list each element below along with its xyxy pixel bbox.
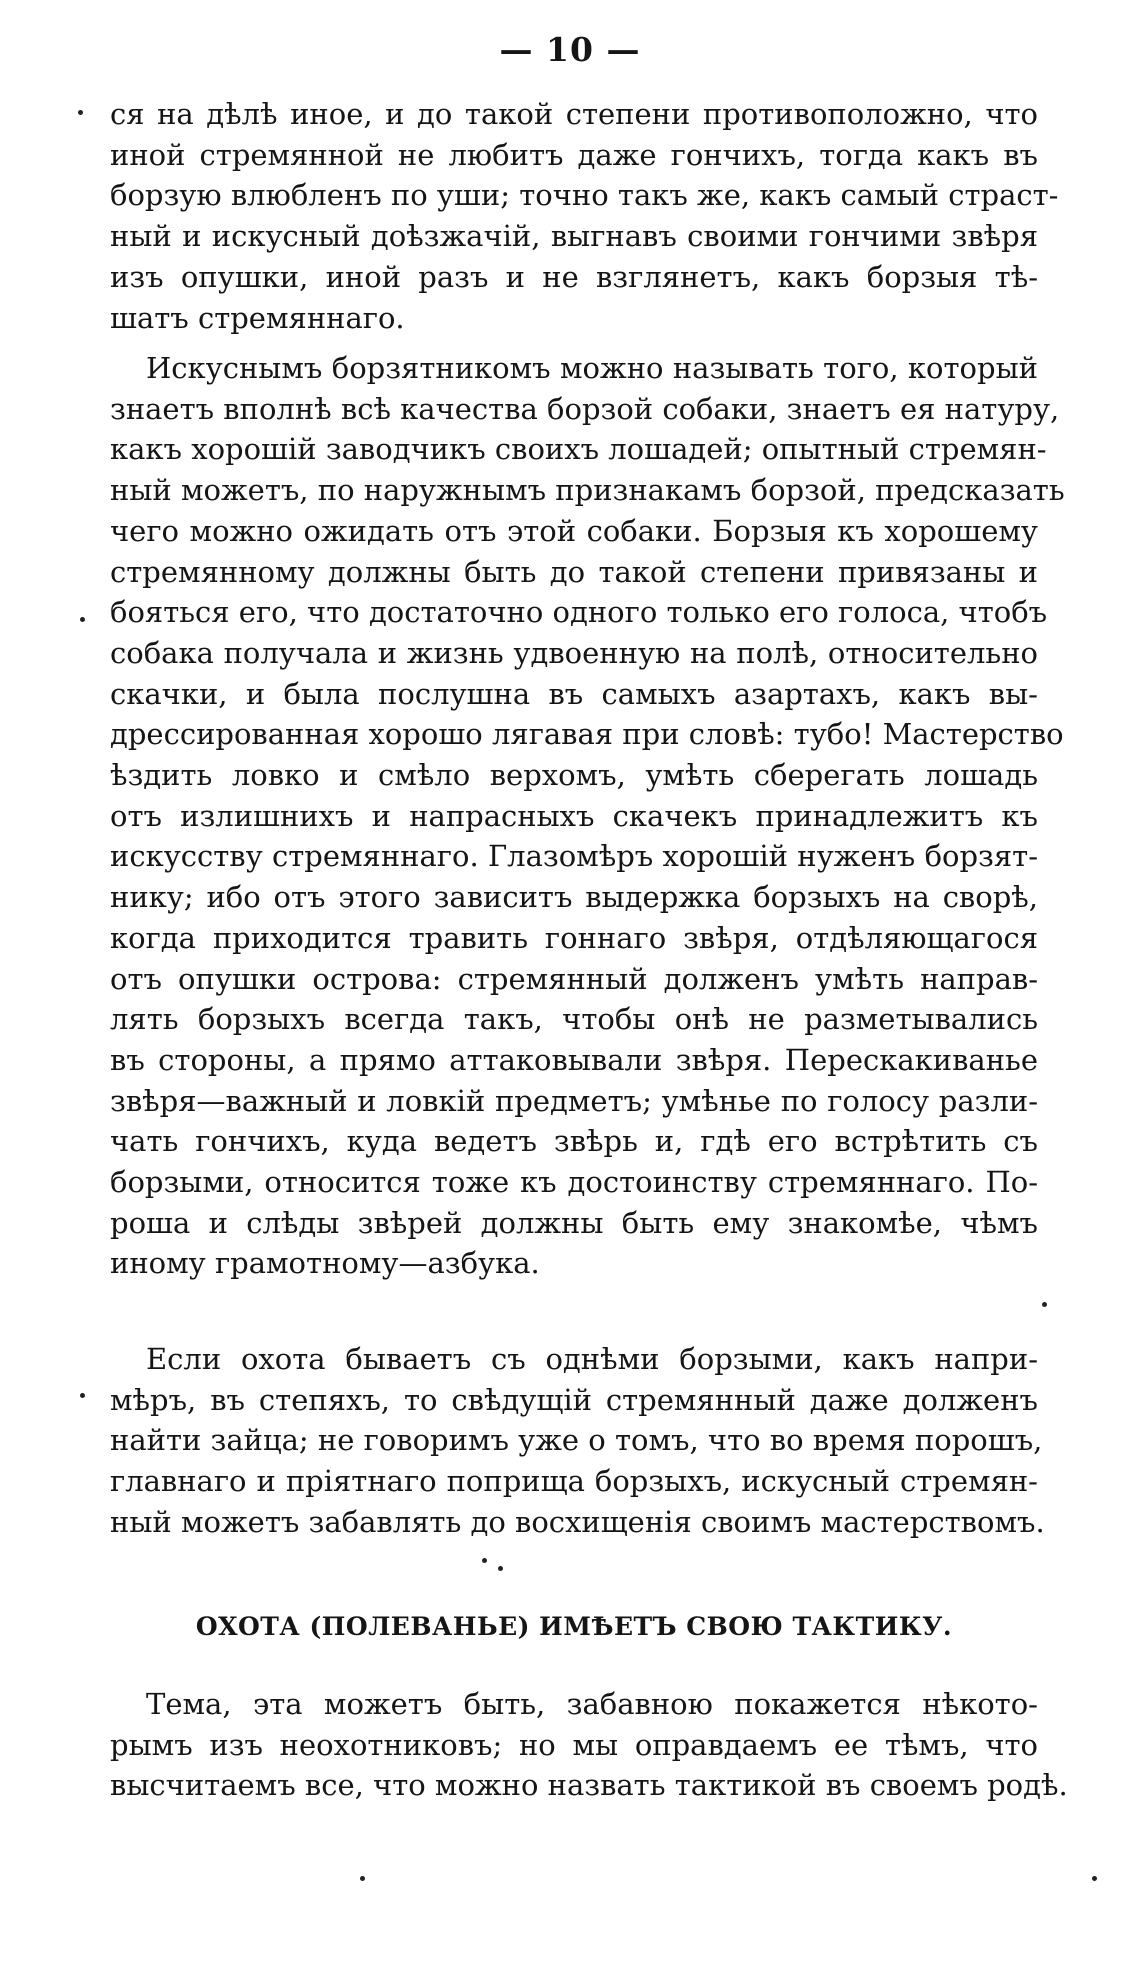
text-line: знаетъ вполнѣ всѣ качества борзой собаки, знаетъ ея натуру, [110, 391, 1060, 426]
text-line: ный и искусный доѣзжачій, выгнавъ своими гончими звѣря [110, 219, 1038, 254]
text-line: дрессированная хорошо лягавая при словѣ: тубо! Мастерство [110, 717, 1064, 752]
scan-speck [1042, 1302, 1047, 1307]
text-line: какъ хорошій заводчикъ своихъ лошадей; опытный стремян- [110, 432, 1047, 467]
text-line: въ стороны, а прямо аттаковывали звѣря. Перескакиванье [110, 1042, 1038, 1077]
text-line: собака получала и жизнь удвоенную на полѣ, относительно [110, 635, 1038, 670]
text-line: изъ опушки, иной разъ и не взглянетъ, какъ борзыя тѣ- [110, 259, 1038, 294]
text-line: роша и слѣды звѣрей должны быть ему знакомѣе, чѣмъ [110, 1205, 1038, 1240]
paragraph-skilled-borzyatnik [110, 348, 1065, 1284]
text-line: иному грамотному—азбука. [110, 1246, 540, 1281]
text-line: бояться его, что достаточно одного только его голоса, чтобъ [110, 595, 1048, 630]
scan-speck [482, 1558, 487, 1563]
text-line: шатъ стремяннаго. [110, 300, 405, 335]
scan-speck [360, 1876, 365, 1881]
text-line: отъ опушки острова: стремянный долженъ умѣть направ- [110, 961, 1038, 996]
section-heading: ОХОТА (ПОЛЕВАНЬЕ) ИМѢЕТЪ СВОЮ ТАКТИКУ. [195, 1612, 953, 1641]
text-line: рымъ изъ неохотниковъ; но мы оправдаемъ ее тѣмъ, что [110, 1727, 1038, 1762]
scan-speck [78, 110, 83, 115]
scan-speck [80, 617, 85, 622]
scan-speck [80, 1393, 85, 1398]
text-line: стремянному должны быть до такой степени привязаны и [110, 554, 1038, 589]
text-line: нику; ибо отъ этого зависитъ выдержка борзыхъ на сворѣ, [110, 880, 1038, 915]
page-number: — 10 — [499, 30, 641, 69]
paragraph-continuation [110, 94, 1059, 338]
text-line: мѣръ, въ степяхъ, то свѣдущій стремянный даже долженъ [110, 1382, 1038, 1417]
text-line: искусству стремяннаго. Глазомѣръ хорошій нуженъ борзят- [110, 839, 1038, 874]
text-line: Тема, эта можетъ быть, забавною покажется нѣкото- [146, 1687, 1038, 1721]
text-line: когда приходится травить гоннаго звѣря, отдѣляющагося [110, 920, 1038, 955]
text-line: Если охота бываетъ съ однѣми борзыми, какъ напри- [146, 1342, 1038, 1376]
paragraph-steppe-hunt [110, 1339, 1045, 1543]
scan-speck [498, 1566, 503, 1571]
text-line: ѣздить ловко и смѣло верхомъ, умѣть сберегать лошадь [110, 758, 1038, 793]
text-line: найти зайца; не говоримъ уже о томъ, что во время порошъ, [110, 1423, 1043, 1458]
text-line: главнаго и пріятнаго поприща борзыхъ, искусный стремян- [110, 1464, 1038, 1499]
text-line: Искуснымъ борзятникомъ можно называть того, который [146, 351, 1038, 385]
text-line: высчитаемъ все, что можно назвать тактикой въ своемъ родѣ. [110, 1768, 1068, 1803]
text-line: чего можно ожидать отъ этой собаки. Борзыя къ хорошему [110, 513, 1038, 548]
text-line: лять борзыхъ всегда такъ, чтобы онѣ не разметывались [110, 1002, 1038, 1037]
text-line: иной стремянной не любитъ даже гончихъ, тогда какъ въ [110, 137, 1038, 172]
text-line: звѣря—важный и ловкій предметъ; умѣнье по голосу разли- [110, 1083, 1038, 1118]
text-line: ный можетъ, по наружнымъ признакамъ борзой, предсказать [110, 473, 1065, 508]
text-line: ся на дѣлѣ иное, и до такой степени противоположно, что [110, 97, 1038, 131]
text-line: скачки, и была послушна въ самыхъ азартахъ, какъ вы- [110, 676, 1038, 711]
text-line: ный можетъ забавлять до восхищенія своимъ мастерствомъ. [110, 1504, 1045, 1539]
text-line: чать гончихъ, куда ведетъ звѣрь и, гдѣ его встрѣтить съ [110, 1124, 1038, 1159]
paragraph-tactics-intro [110, 1684, 1068, 1806]
text-line: борзыми, относится тоже къ достоинству стремяннаго. По- [110, 1165, 1038, 1200]
scan-speck [1092, 1876, 1097, 1881]
text-line: борзую влюбленъ по уши; точно такъ же, какъ самый страст- [110, 178, 1059, 213]
text-line: отъ излишнихъ и напрасныхъ скачекъ принадлежитъ къ [110, 798, 1038, 833]
